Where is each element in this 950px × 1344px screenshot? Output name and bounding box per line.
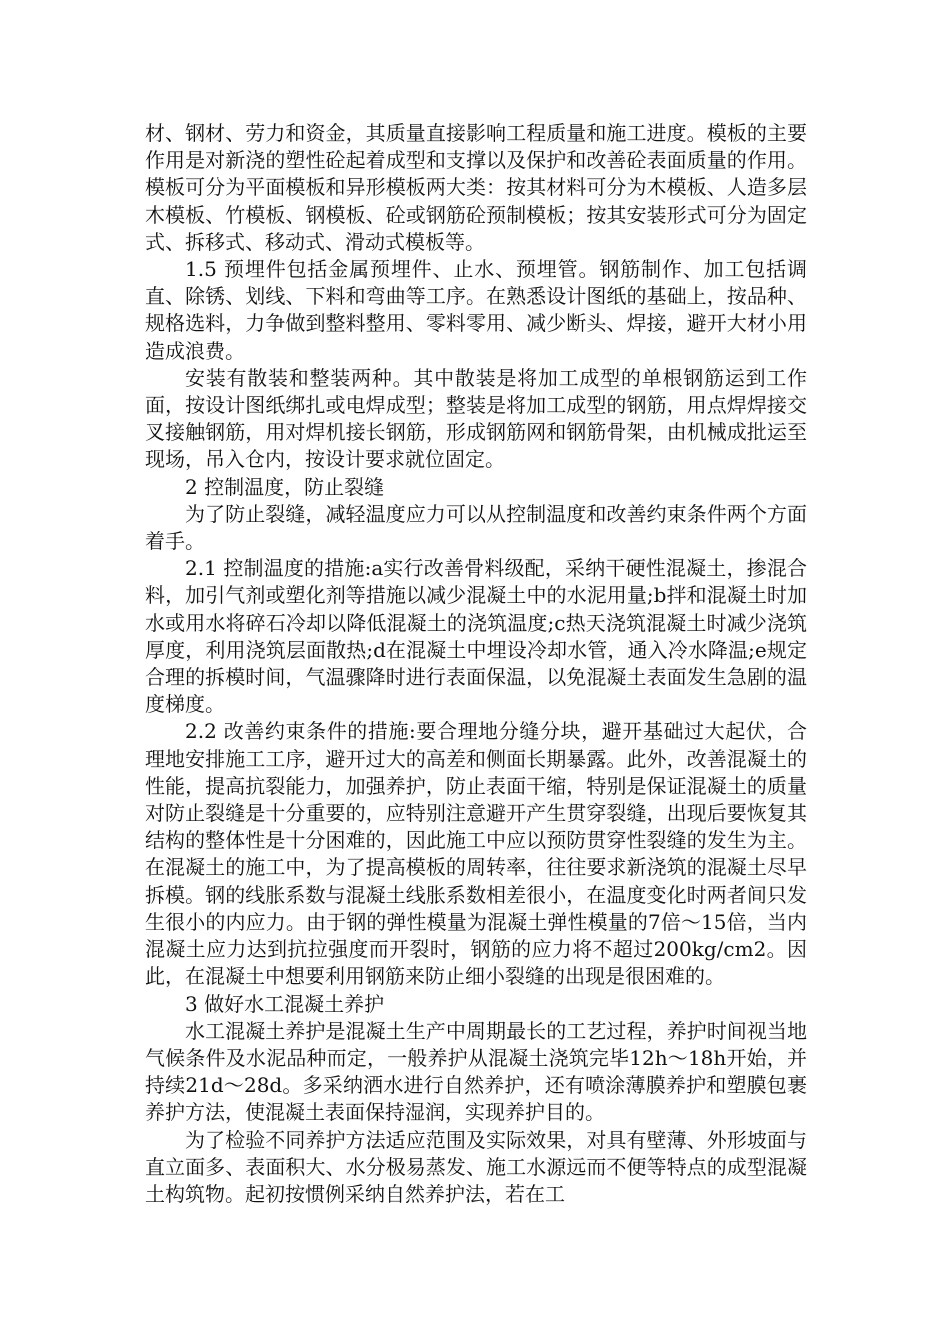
paragraph-crack-prevention: 为了防止裂缝，减轻温度应力可以从控制温度和改善约束条件两个方面着手。 xyxy=(145,501,807,554)
section-heading-temperature: 2 控制温度，防止裂缝 xyxy=(185,474,385,499)
section-heading-curing: 3 做好水工混凝土养护 xyxy=(185,991,385,1016)
paragraph-curing-methods: 为了检验不同养护方法适应范围及实际效果，对具有壁薄、外形坡面与直立面多、表面积大、水分极易蒸发、施工水源远而不便等特点的成型混凝土构筑物。起初按惯例采纳自然养护法，若在工 xyxy=(145,1127,807,1206)
document-page xyxy=(145,120,807,1208)
paragraph-temperature-control: 2.1 控制温度的措施:a实行改善骨料级配，采纳干硬性混凝土，掺混合料，加引气剂或塑化剂等措施以减少混凝土中的水泥用量;b拌和混凝土时加水或用水将碎石冷却以降低混凝土的浇筑温度;c热天浇筑混凝土时减少浇筑厚度，利用浇筑层面散热;d在混凝土中埋设冷却水管，通入冷水降温;e规定合理的拆模时间，气温骤降时进行表面保温，以免混凝土表面发生急剧的温度梯度。 xyxy=(145,556,807,717)
paragraph-installation: 安装有散装和整装两种。其中散装是将加工成型的单根钢筋运到工作面，按设计图纸绑扎或电焊成型；整装是将加工成型的钢筋，用点焊焊接交叉接触钢筋，用对焊机接长钢筋，形成钢筋网和钢筋骨架，由机械成批运至现场，吊入仓内，按设计要求就位固定。 xyxy=(145,365,807,472)
paragraph-formwork: 材、钢材、劳力和资金，其质量直接影响工程质量和施工进度。模板的主要作用是对新浇的塑性砼起着成型和支撑以及保护和改善砼表面质量的作用。模板可分为平面模板和异形模板两大类：按其材料可分为木模板、人造多层木模板、竹模板、钢模板、砼或钢筋砼预制模板；按其安装形式可分为固定式、拆移式、移动式、滑动式模板等。 xyxy=(145,121,807,254)
paragraph-embedded-parts: 1.5 预埋件包括金属预埋件、止水、预埋管。钢筋制作、加工包括调直、除锈、划线、下料和弯曲等工序。在熟悉设计图纸的基础上，按品种、规格选料，力争做到整料整用、零料零用、减少断头、焊接，避开大材小用造成浪费。 xyxy=(145,257,807,363)
paragraph-constraint-conditions: 2.2 改善约束条件的措施:要合理地分缝分块，避开基础过大起伏，合理地安排施工工序，避开过大的高差和侧面长期暴露。此外，改善混凝土的性能，提高抗裂能力，加强养护，防止表面干缩，特别是保证混凝土的质量对防止裂缝是十分重要的，应特别注意避开产生贯穿裂缝，出现后要恢复其结构的整体性是十分困难的，因此施工中应以预防贯穿性裂缝的发生为主。在混凝土的施工中，为了提高模板的周转率，往往要求新浇筑的混凝土尽早拆模。钢的线胀系数与混凝土线胀系数相差很小，在温度变化时两者间只发生很小的内应力。由于钢的弹性模量为混凝土弹性模量的7倍～15倍，当内混凝土应力达到抗拉强度而开裂时，钢筋的应力将不超过200kg/cm2。因此，在混凝土中想要利用钢筋来防止细小裂缝的出现是很困难的。 xyxy=(145,719,807,989)
paragraph-curing-process: 水工混凝土养护是混凝土生产中周期最长的工艺过程，养护时间视当地气候条件及水泥品种而定，一般养护从混凝土浇筑完毕12h～18h开始，并持续21d～28d。多采纳洒水进行自然养护，还有喷涂薄膜养护和塑膜包裹养护方法，使混凝土表面保持湿润，实现养护目的。 xyxy=(145,1018,807,1125)
